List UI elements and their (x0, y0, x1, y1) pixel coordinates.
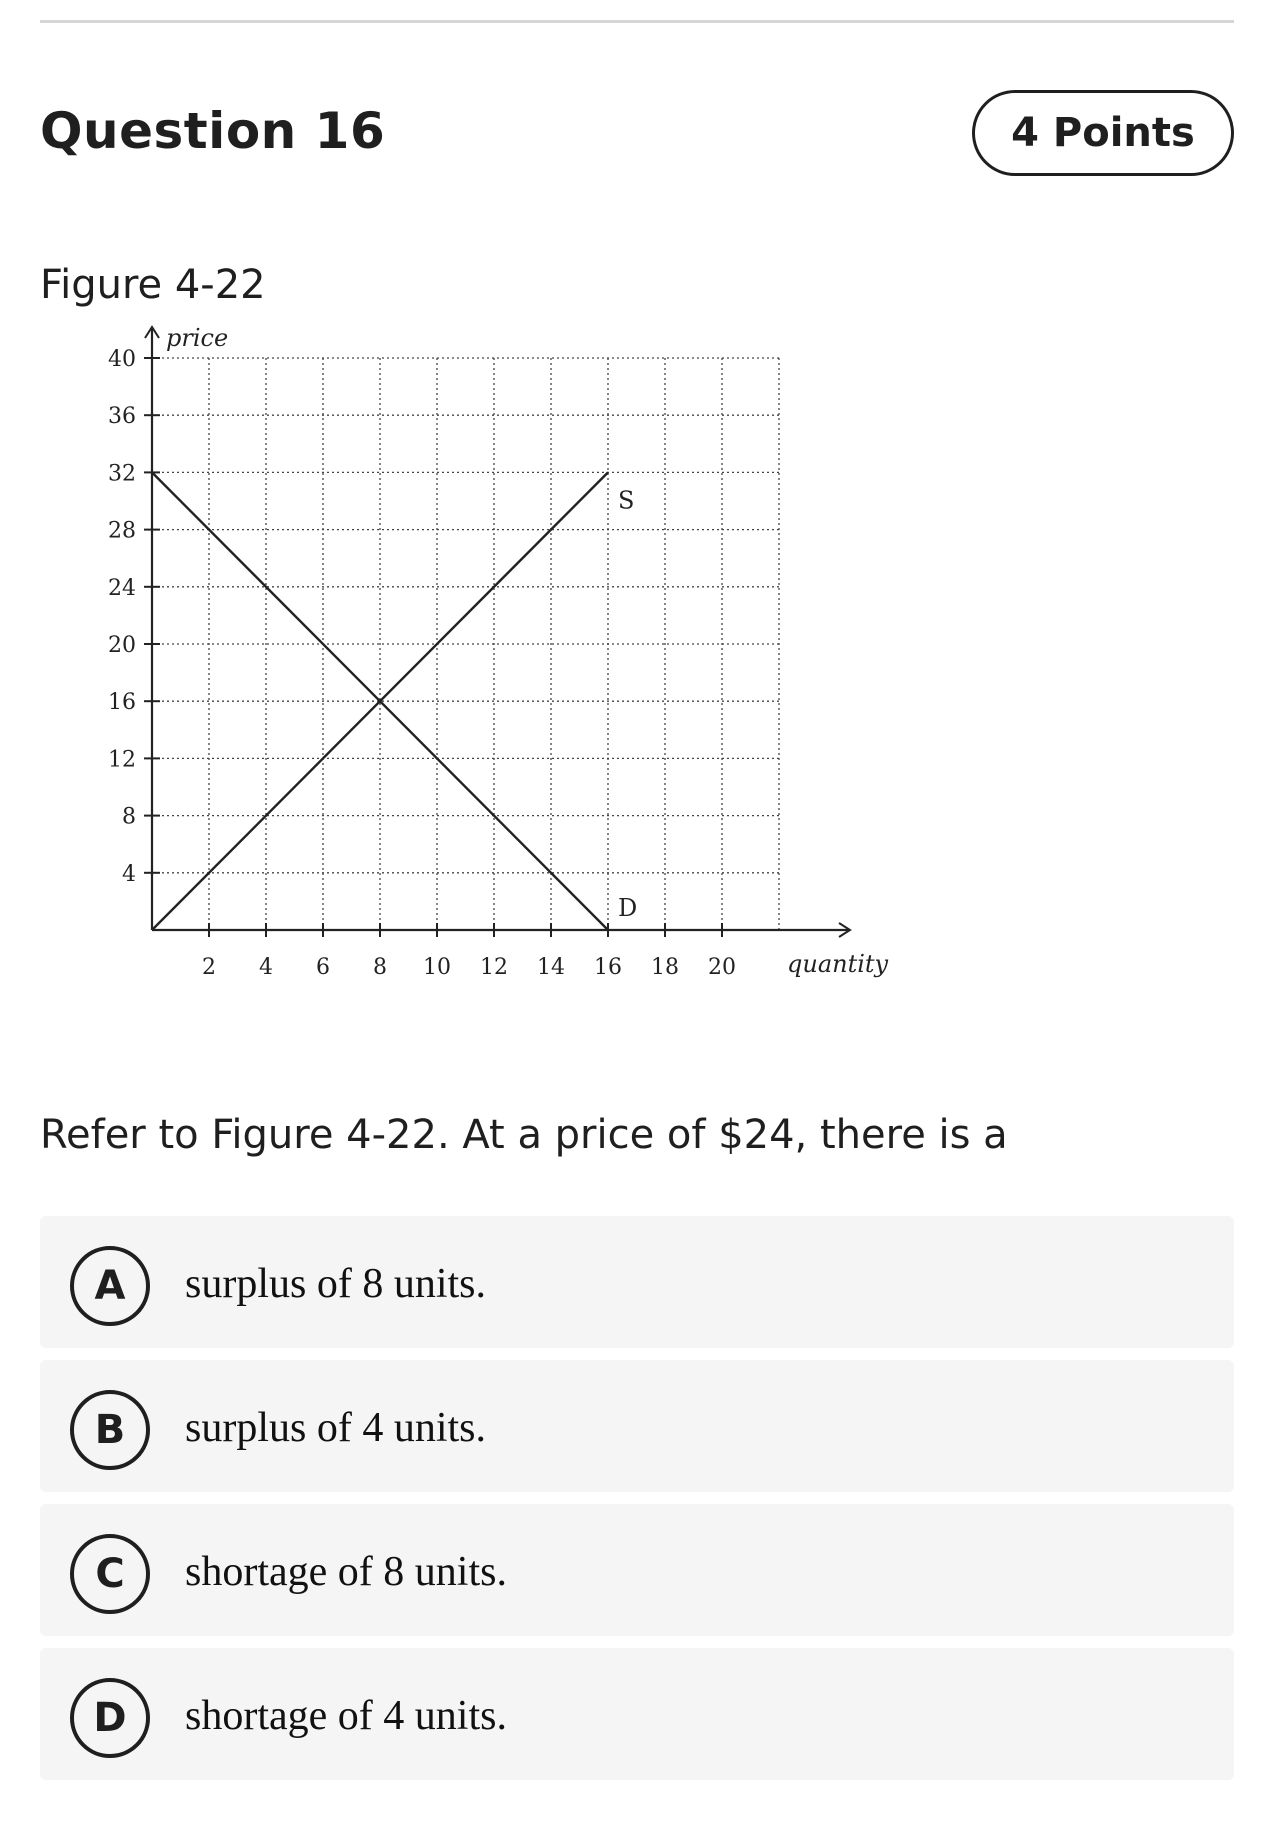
option-b[interactable] (40, 1360, 1234, 1492)
option-letter-badge: A (70, 1246, 150, 1326)
x-tick-label: 16 (594, 955, 622, 980)
top-divider (40, 20, 1234, 23)
y-tick-label: 8 (122, 804, 136, 830)
figure-label: Figure 4-22 (40, 262, 266, 308)
x-tick-label: 18 (651, 955, 679, 980)
option-a[interactable] (40, 1216, 1234, 1348)
x-axis-title: quantity (787, 950, 889, 978)
y-tick-label: 20 (108, 633, 136, 658)
option-letter-badge: C (70, 1534, 150, 1614)
answer-options (40, 1216, 1234, 1792)
option-text: surplus of 4 units. (185, 1405, 487, 1451)
points-badge: 4 Points (972, 90, 1234, 176)
y-tick-label: 16 (108, 690, 136, 716)
x-tick-label: 10 (423, 955, 451, 980)
x-tick-label: 4 (259, 955, 273, 980)
x-tick-label: 12 (480, 955, 508, 980)
option-letter-badge: B (70, 1390, 150, 1470)
x-tick-label: 8 (373, 955, 387, 980)
chart-svg (40, 310, 920, 1010)
question-title: Question 16 (40, 102, 386, 160)
option-c[interactable] (40, 1504, 1234, 1636)
x-tick-label: 2 (202, 955, 216, 980)
y-tick-label: 4 (122, 861, 136, 887)
y-tick-label: 12 (108, 747, 136, 773)
series-label-s: S (618, 486, 635, 515)
y-tick-label: 40 (108, 347, 136, 372)
y-tick-label: 24 (108, 575, 136, 601)
option-d[interactable] (40, 1648, 1234, 1780)
y-tick-label: 32 (108, 461, 136, 487)
question-header (40, 90, 1234, 180)
x-tick-label: 6 (316, 955, 330, 980)
y-tick-label: 36 (108, 404, 136, 430)
supply-demand-chart (40, 310, 920, 1010)
series-label-d: D (618, 894, 638, 922)
question-prompt: Refer to Figure 4-22. At a price of $24, there is a (40, 1112, 1008, 1158)
option-text: shortage of 8 units. (185, 1549, 507, 1595)
x-tick-label: 14 (537, 955, 565, 980)
option-text: surplus of 8 units. (185, 1261, 487, 1307)
option-letter-badge: D (70, 1678, 150, 1758)
y-axis-title: price (166, 324, 229, 352)
y-tick-label: 28 (108, 518, 136, 544)
x-tick-label: 20 (708, 955, 736, 980)
option-text: shortage of 4 units. (185, 1693, 507, 1739)
